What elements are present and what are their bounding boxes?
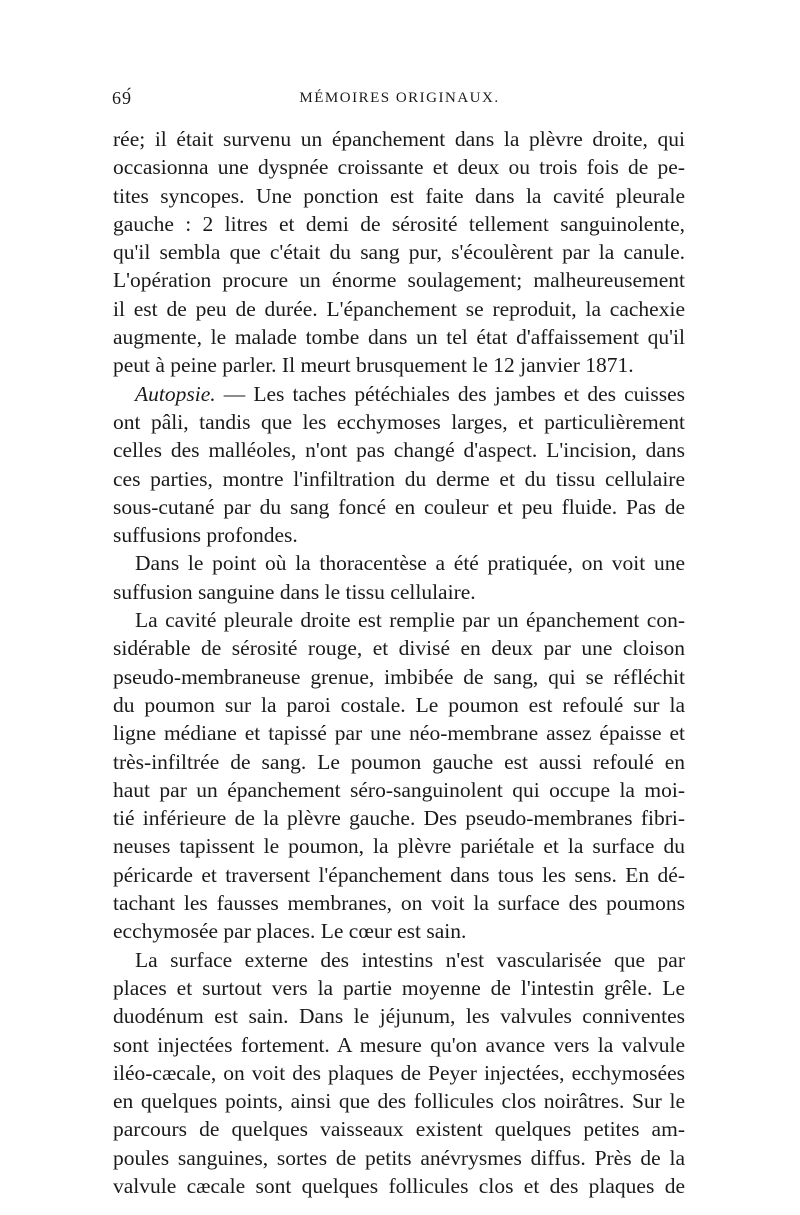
running-title: MÉMOIRES ORIGINAUX. (299, 90, 500, 106)
text-line: sous-cutané par du sang foncé en couleur et peu fluide. Pas de (113, 494, 685, 519)
text-line: peut à peine parler. Il meurt brusquement le 12 janvier 1871. (113, 353, 634, 378)
text-line: La cavité pleurale droite est remplie par un épanchement con- (135, 608, 685, 633)
text-line: tié inférieure de la plèvre gauche. Des pseudo-membranes fibri- (113, 806, 685, 831)
page-number: 69́ (112, 88, 132, 108)
text-line: L'opération procure un énorme soulagement; malheureusement (113, 268, 685, 293)
text-line: duodénum est sain. Dans le jéjunum, les valvules conniventes (113, 1004, 685, 1029)
text-line: celles des malléoles, n'ont pas changé d'aspect. L'incision, dans (113, 438, 685, 463)
text-line: ces parties, montre l'infiltration du derme et du tissu cellulaire (113, 466, 685, 491)
text-line: pseudo-membraneuse grenue, imbibée de sang, qui se réfléchit (113, 664, 685, 689)
text-line: gauche : 2 litres et demi de sérosité tellement sanguinolente, (113, 211, 685, 236)
text-line-fragment: — Les taches pétéchiales des jambes et des cuisses (215, 381, 685, 406)
text-line: péricarde et traversent l'épanchement dans tous les sens. En dé- (113, 862, 685, 887)
running-header (112, 88, 687, 118)
body-text (113, 125, 685, 1200)
text-line: occasionna une dyspnée croissante et deux ou trois fois de pe- (113, 155, 685, 180)
text-line: qu'il sembla que c'était du sang pur, s'écoulèrent par la canule. (113, 240, 685, 265)
text-line: haut par un épanchement séro-sanguinolent qui occupe la moi- (113, 777, 685, 802)
text-line: ecchymosée par places. Le cœur est sain. (113, 919, 467, 944)
text-line: ligne médiane et tapissé par une néo-membrane assez épaisse et (113, 721, 685, 746)
text-line: suffusion sanguine dans le tissu cellulaire. (113, 579, 476, 604)
text-line: il est de peu de durée. L'épanchement se reproduit, la cachexie (113, 296, 685, 321)
text-line: tachant les fausses membranes, on voit la surface des poumons (113, 891, 685, 916)
text-line: parcours de quelques vaisseaux existent quelques petites am- (113, 1117, 685, 1142)
text-line: sont injectées fortement. A mesure qu'on avance vers la valvule (113, 1032, 685, 1057)
text-line: valvule cæcale sont quelques follicules clos et des plaques de (113, 1173, 685, 1198)
text-line: ont pâli, tandis que les ecchymoses larges, et particulièrement (113, 409, 685, 434)
text-line: neuses tapissent le poumon, la plèvre pariétale et la surface du (113, 834, 685, 859)
text-line: augmente, le malade tombe dans un tel état d'affaissement qu'il (113, 325, 685, 350)
text-line: suffusions profondes. (113, 523, 298, 548)
text-line: Dans le point où la thoracentèse a été pratiquée, on voit une (135, 551, 685, 576)
text-line: du poumon sur la paroi costale. Le poumon est refoulé sur la (113, 692, 685, 717)
text-line: tites syncopes. Une ponction est faite dans la cavité pleurale (113, 183, 685, 208)
autopsy-heading: Autopsie. (135, 381, 216, 406)
autopsy-paragraph-start (113, 380, 685, 408)
text-line: sidérable de sérosité rouge, et divisé en deux par une cloison (113, 636, 685, 661)
text-line: en quelques points, ainsi que des follicules clos noirâtres. Sur le (113, 1089, 685, 1114)
text-line: poules sanguines, sortes de petits anévrysmes diffus. Près de la (113, 1145, 685, 1170)
text-line: très-infiltrée de sang. Le poumon gauche est aussi refoulé en (113, 749, 685, 774)
text-line: La surface externe des intestins n'est vascularisée que par (135, 947, 685, 972)
text-line: iléo-cæcale, on voit des plaques de Peyer injectées, ecchymosées (113, 1060, 685, 1085)
text-line: places et surtout vers la partie moyenne de l'intestin grêle. Le (113, 975, 685, 1000)
text-line: rée; il était survenu un épanchement dans la plèvre droite, qui (113, 127, 685, 151)
